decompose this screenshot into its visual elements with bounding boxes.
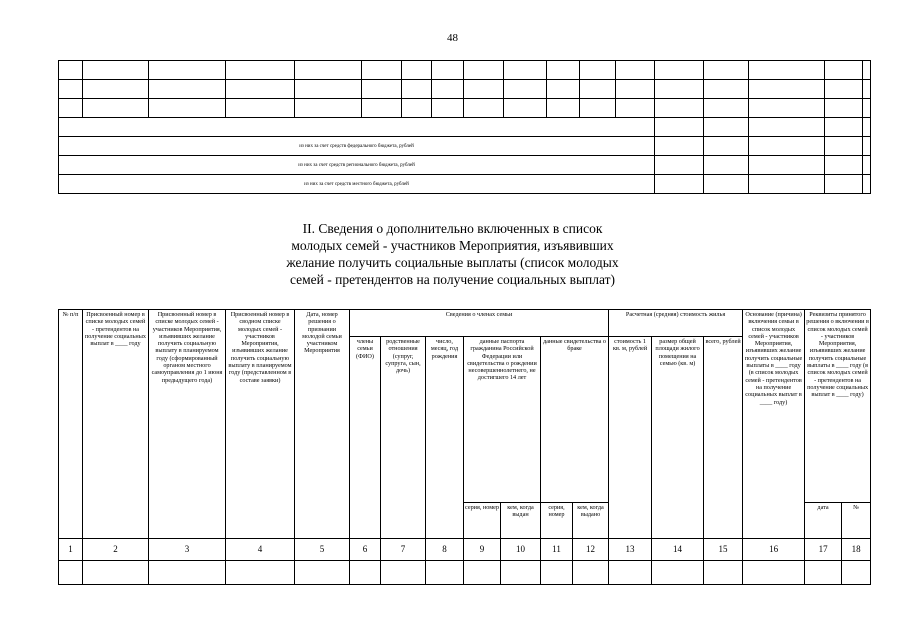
family-list-table [58, 309, 871, 585]
table-header-row [59, 310, 871, 337]
column-number: 6 [350, 539, 381, 561]
column-number: 13 [609, 539, 652, 561]
column-number: 8 [426, 539, 464, 561]
table-row [59, 561, 871, 585]
header-passport-series: серия, номер [464, 503, 501, 539]
header-relationship: родственные отношения (супруг, супруга, сын, дочь) [381, 337, 426, 539]
header-marriage-issued: кем, когда выдано [573, 503, 609, 539]
total-row [59, 118, 871, 137]
header-marriage-series: серия, номер [541, 503, 573, 539]
header-decision-number-sub: № [842, 503, 871, 539]
column-number: 12 [573, 539, 609, 561]
header-row-number: № п/п [59, 310, 83, 539]
page-number: 48 [447, 32, 458, 44]
table-row [59, 61, 871, 80]
header-housing-cost: Расчетная (средняя) стоимость жилья [609, 310, 743, 337]
section-title-line: II. Сведения о дополнительно включенных в список [302, 221, 603, 236]
section-title [150, 220, 755, 288]
header-passport-data: данные паспорта гражданина Российской Федерации или свидетельства о рождении несовершеннолетнего, не достигшего 14 лет [464, 337, 541, 503]
section-title-line: желание получить социальные выплаты (список молодых [286, 255, 619, 270]
column-number: 16 [743, 539, 805, 561]
column-number: 15 [704, 539, 743, 561]
table-row [59, 80, 871, 99]
header-total-cost: всего, рублей [704, 337, 743, 539]
federal-budget-row [59, 137, 871, 156]
column-numbers-row [59, 539, 871, 561]
header-marriage-certificate: данные свидетельства о браке [541, 337, 609, 503]
column-number: 10 [501, 539, 541, 561]
header-decision-details: Реквизиты принятого решения о включении в список молодых семей - участников Мероприятия, изъявивших желание получить социальные выплаты в ____ году (в список молодых семей - претендентов на получение социальных выплат в ____ году) [805, 310, 871, 503]
regional-budget-row [59, 156, 871, 175]
local-budget-label: из них за счет средств местного бюджета, рублей [59, 175, 655, 194]
header-participant-number: Присвоенный номер в списке молодых семей - участников Мероприятия, изъявивших желание получить социальную выплату в планируемом году (сформированный органом местного самоуправления до 1 июня предыдущего года) [149, 310, 226, 539]
header-birth-date: число, месяц, год рождения [426, 337, 464, 539]
header-consolidated-number: Присвоенный номер в сводном списке молодых семей - участников Мероприятия, изъявивших желание получить социальную выплату в планируемом году (представленном в составе заявки) [226, 310, 295, 539]
header-member-name: члены семьи (ФИО) [350, 337, 381, 539]
column-number: 7 [381, 539, 426, 561]
header-cost-per-sqm: стоимость 1 кв. м, рублей [609, 337, 652, 539]
header-area: размер общей площади жилого помещения на семью (кв. м) [652, 337, 704, 539]
column-number: 17 [805, 539, 842, 561]
local-budget-row [59, 175, 871, 194]
federal-budget-label: из них за счет средств федерального бюджета, рублей [59, 137, 655, 156]
section-title-line: молодых семей - участников Мероприятия, изъявивших [291, 238, 614, 253]
regional-budget-label: из них за счет средств регионального бюджета, рублей [59, 156, 655, 175]
table-row [59, 99, 871, 118]
summary-table [58, 60, 871, 194]
section-title-line: семей - претендентов на получение социальных выплат) [289, 272, 616, 287]
header-family-members: Сведения о членах семьи [350, 310, 609, 337]
column-number: 5 [295, 539, 350, 561]
header-candidate-number: Присвоенный номер в списке молодых семей - претендентов на получение социальных выплат в ____ году [83, 310, 149, 539]
column-number: 9 [464, 539, 501, 561]
column-number: 11 [541, 539, 573, 561]
column-number: 2 [83, 539, 149, 561]
header-passport-issued: кем, когда выдан [501, 503, 541, 539]
column-number: 18 [842, 539, 871, 561]
header-inclusion-basis: Основание (причина) включения семьи в список молодых семей - участников Мероприятия, изъявивших желание получить социальные выплаты в ____ году (в список молодых семей - претендентов на получение социальных выплат в ____ году) [743, 310, 805, 539]
header-decision-date: Дата, номер решения о признании молодой семьи участником Мероприятия [295, 310, 350, 539]
column-number: 4 [226, 539, 295, 561]
header-decision-date-sub: дата [805, 503, 842, 539]
column-number: 1 [59, 539, 83, 561]
column-number: 14 [652, 539, 704, 561]
column-number: 3 [149, 539, 226, 561]
